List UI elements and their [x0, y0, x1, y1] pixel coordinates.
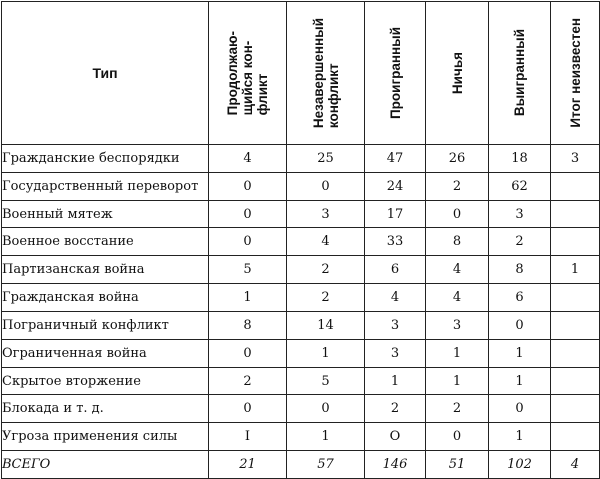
table-cell: 1 — [426, 367, 489, 395]
table-cell: 2 — [426, 395, 489, 423]
row-label: Гражданская война — [2, 284, 209, 312]
table-cell: 3 — [365, 339, 426, 367]
table-cell: 3 — [426, 311, 489, 339]
column-header-ongoing — [209, 2, 287, 145]
table-cell: 2 — [287, 256, 365, 284]
table-cell: 17 — [365, 200, 426, 228]
table-cell — [551, 367, 600, 395]
table-cell: 2 — [489, 228, 551, 256]
column-header-unfinished-label: Незавершенный конфликт — [310, 17, 341, 129]
table-cell: 2 — [209, 367, 287, 395]
row-label: Блокада и т. д. — [2, 395, 209, 423]
column-header-ongoing-label: Продолжаю- щийся кон- фликт — [225, 30, 270, 116]
table-cell: 0 — [489, 395, 551, 423]
table-cell: 25 — [287, 145, 365, 173]
table-row — [2, 311, 600, 339]
total-cell: 21 — [209, 451, 287, 479]
table-row — [2, 172, 600, 200]
table-cell: 5 — [287, 367, 365, 395]
table-cell: 24 — [365, 172, 426, 200]
table-cell — [551, 423, 600, 451]
table-cell — [551, 200, 600, 228]
table-cell — [551, 228, 600, 256]
table-cell: 0 — [287, 172, 365, 200]
column-header-unfinished — [287, 2, 365, 145]
row-label: Пограничный конфликт — [2, 311, 209, 339]
table-cell: 1 — [365, 367, 426, 395]
header-row — [2, 2, 600, 145]
table-cell: 0 — [426, 423, 489, 451]
row-label: Скрытое вторжение — [2, 367, 209, 395]
row-label: Военное восстание — [2, 228, 209, 256]
column-header-unknown-label: Итог неизвестен — [567, 18, 583, 128]
table-body — [2, 145, 600, 479]
table-cell: 8 — [209, 311, 287, 339]
total-cell: 57 — [287, 451, 365, 479]
row-label: Ограниченная война — [2, 339, 209, 367]
table-cell: 2 — [287, 284, 365, 312]
table-cell: 4 — [209, 145, 287, 173]
table-row — [2, 284, 600, 312]
table-cell: 1 — [489, 339, 551, 367]
table-row — [2, 395, 600, 423]
table-cell: 4 — [426, 284, 489, 312]
total-row — [2, 451, 600, 479]
table-cell: 1 — [287, 339, 365, 367]
table-cell: 0 — [426, 200, 489, 228]
column-header-unknown — [551, 2, 600, 145]
conflict-outcomes-table — [1, 1, 600, 479]
table-cell: 3 — [489, 200, 551, 228]
total-label: ВСЕГО — [2, 451, 209, 479]
table-row — [2, 145, 600, 173]
table-cell — [551, 339, 600, 367]
table-row — [2, 367, 600, 395]
total-cell: 51 — [426, 451, 489, 479]
column-header-won — [489, 2, 551, 145]
table-cell: 1 — [426, 339, 489, 367]
table-cell: 3 — [551, 145, 600, 173]
row-label: Угроза применения силы — [2, 423, 209, 451]
table-cell: 1 — [287, 423, 365, 451]
table-cell: 0 — [209, 172, 287, 200]
table-cell: 14 — [287, 311, 365, 339]
table-cell: 2 — [365, 395, 426, 423]
total-cell: 146 — [365, 451, 426, 479]
table-cell: 0 — [209, 200, 287, 228]
table-row — [2, 339, 600, 367]
table-cell: 8 — [489, 256, 551, 284]
row-label: Военный мятеж — [2, 200, 209, 228]
table-cell: 26 — [426, 145, 489, 173]
table-cell: 0 — [209, 228, 287, 256]
table-cell: 1 — [551, 256, 600, 284]
table-cell: 47 — [365, 145, 426, 173]
table-row — [2, 256, 600, 284]
column-header-won-label: Выигранный — [512, 29, 527, 117]
table-cell — [551, 172, 600, 200]
table-cell: 62 — [489, 172, 551, 200]
table-cell: 2 — [426, 172, 489, 200]
table-cell: 6 — [489, 284, 551, 312]
table-cell: 3 — [287, 200, 365, 228]
column-header-lost — [365, 2, 426, 145]
table-cell: 33 — [365, 228, 426, 256]
table-cell — [551, 284, 600, 312]
column-header-draw — [426, 2, 489, 145]
table-cell: 0 — [489, 311, 551, 339]
total-cell: 102 — [489, 451, 551, 479]
column-header-draw-label: Ничья — [449, 51, 465, 95]
table-row — [2, 423, 600, 451]
table-cell: 4 — [426, 256, 489, 284]
table-cell: 1 — [489, 367, 551, 395]
table-cell: 5 — [209, 256, 287, 284]
table-cell: 4 — [287, 228, 365, 256]
table-cell: O — [365, 423, 426, 451]
table-row — [2, 200, 600, 228]
table-cell: 3 — [365, 311, 426, 339]
table-cell: 4 — [365, 284, 426, 312]
row-label: Государственный переворот — [2, 172, 209, 200]
table-cell: 0 — [287, 395, 365, 423]
table-cell — [551, 311, 600, 339]
row-label: Гражданские беспорядки — [2, 145, 209, 173]
type-column-header: Тип — [2, 2, 209, 145]
table-cell — [551, 395, 600, 423]
table-cell: 6 — [365, 256, 426, 284]
table-row — [2, 228, 600, 256]
total-cell: 4 — [551, 451, 600, 479]
table-cell: 18 — [489, 145, 551, 173]
table-cell: I — [209, 423, 287, 451]
table-cell: 1 — [209, 284, 287, 312]
row-label: Партизанская война — [2, 256, 209, 284]
table-cell: 0 — [209, 395, 287, 423]
table-cell: 0 — [209, 339, 287, 367]
table-cell: 8 — [426, 228, 489, 256]
column-header-lost-label: Проигранный — [387, 26, 403, 119]
table-cell: 1 — [489, 423, 551, 451]
